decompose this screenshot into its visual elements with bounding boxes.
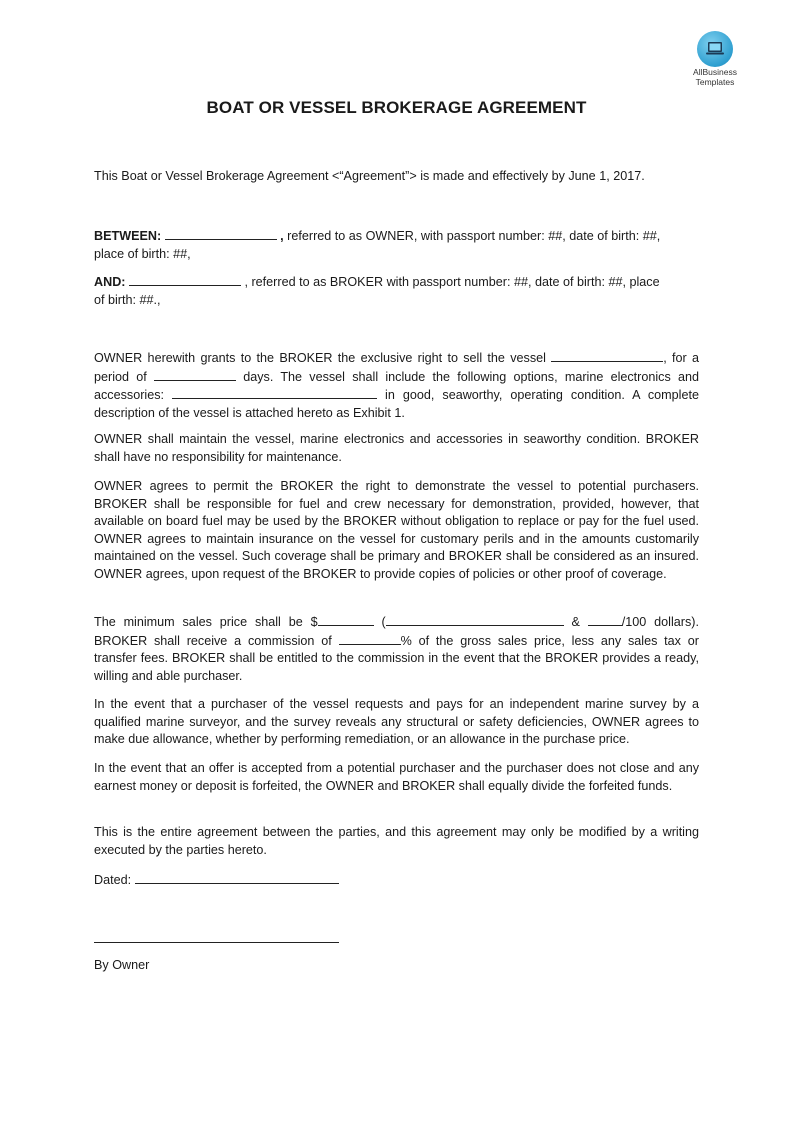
between-clause [94,227,699,263]
between-text-2: place of birth: ##, [94,246,191,261]
grant-text-f: in good, seaworthy, operating condition. A complete [377,388,699,403]
price-text-d: /100 dollars). [621,615,699,629]
price-paragraph [94,613,699,685]
price-text-a: The minimum sales price shall be $ [94,615,318,629]
price-text-g: transfer fees. BROKER shall be entitled to the commission in the event that the BROKER provides a ready, willing and able purchaser. [94,651,699,683]
grant-text-e: accessories: [94,388,173,403]
by-owner-label: By Owner [94,958,150,972]
commission-blank[interactable] [339,632,401,645]
price-number-blank[interactable] [318,613,374,626]
survey-paragraph: In the event that a purchaser of the vessel requests and pays for an independent marine survey by a qualified marine surveyor, and the survey reveals any structural or safety deficiencies, OWNER agrees to make due allowance, whether by performing remediation, or an allowance in the purchase price. [94,697,699,747]
between-text-1: referred to as OWNER, with passport number: ##, date of birth: ##, [283,229,661,243]
accessories-blank[interactable] [172,386,377,399]
logo-text-line2: Templates [695,77,735,87]
grant-text-d: days. The vessel shall include the following options, marine electronics and [236,369,700,384]
document-title: BOAT OR VESSEL BROKERAGE AGREEMENT [206,98,587,117]
broker-name-blank[interactable] [129,273,241,286]
price-text-b: ( [373,615,386,629]
intro-paragraph: This Boat or Vessel Brokerage Agreement <“Agreement”> is made and effectively by June 1, 2017. [94,169,645,183]
grant-paragraph [94,349,699,422]
price-text-f: % of the gross sales price, less any sales tax or [400,633,699,648]
dated-blank[interactable] [135,871,339,884]
grant-text-b: , for a [663,351,699,365]
entire-agreement-paragraph: This is the entire agreement between the parties, and this agreement may only be modified by a writing executed by the parties hereto. [94,825,699,857]
maintenance-paragraph: OWNER shall maintain the vessel, marine electronics and accessories in seaworthy condition. BROKER shall have no responsibility for maintenance. [94,432,699,464]
owner-name-blank[interactable] [165,227,277,240]
forfeit-paragraph: In the event that an offer is accepted from a potential purchaser and the purchaser does not close and any earnest money or deposit is forfeited, the OWNER and BROKER shall equally divide the forfeited funds. [94,761,699,793]
period-blank[interactable] [154,368,236,381]
grant-text-g: description of the vessel is attached hereto as Exhibit 1. [94,405,405,420]
demonstration-paragraph: OWNER agrees to permit the BROKER the right to demonstrate the vessel to potential purchasers. BROKER shall be responsible for fuel and crew necessary for demonstration, provided, however, that available on board fuel may be used by the BROKER without obligation to replace or pay for the fuel used. OWNER agrees to maintain insurance on the vessel for customary perils and in the amounts customarily maintained on the vessel. Such coverage shall be primary and BROKER shall be considered as an insured. OWNER agrees, upon request of the BROKER to provide copies of policies or other proof of coverage. [94,479,699,581]
allbusiness-logo [680,31,750,87]
price-text-c: & [563,615,588,629]
dated-line [94,871,699,890]
grant-text-a: OWNER herewith grants to the BROKER the exclusive right to sell the vessel [94,351,552,365]
vessel-blank[interactable] [551,349,663,362]
logo-text-line1: AllBusiness [693,67,737,77]
price-text-e: BROKER shall receive a commission of [94,633,339,648]
and-text-2: of birth: ##., [94,292,161,307]
dated-label: Dated: [94,873,132,887]
cents-blank[interactable] [588,613,622,626]
between-comma: , [280,229,284,243]
laptop-icon [697,31,733,67]
between-label: BETWEEN: [94,229,162,243]
price-words-blank[interactable] [386,613,564,626]
and-clause [94,273,699,309]
and-text-1: , referred to as BROKER with passport number: ##, date of birth: ##, place [240,275,660,289]
grant-text-c: period of [94,369,154,384]
and-label: AND: [94,275,126,289]
owner-signature-line[interactable] [94,942,339,943]
